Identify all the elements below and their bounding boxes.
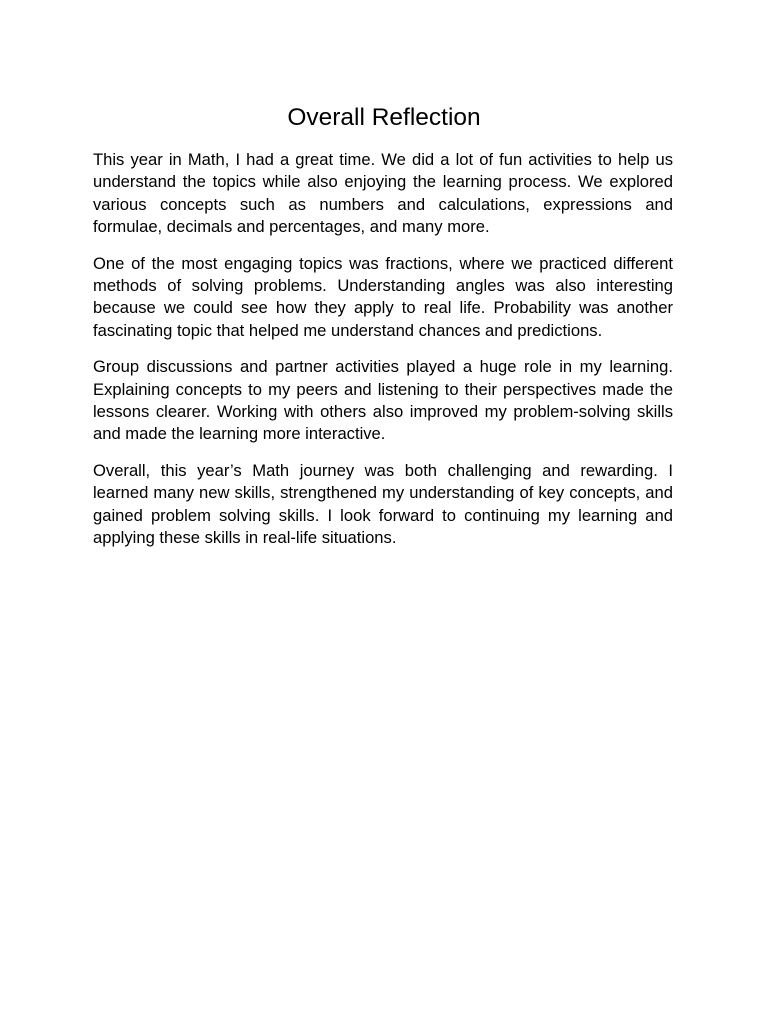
paragraph-conclusion: Overall, this year’s Math journey was both challenging and rewarding. I learned many new skills, strengthened my understanding of key concepts, and gained problem solving skills. I look forward to continuing my learning and applying these skills in real-life situations. <box>93 460 673 548</box>
document-body <box>93 149 673 564</box>
paragraph-topics: One of the most engaging topics was fractions, where we practiced different methods of solving problems. Understanding angles was also interesting because we could see how they apply to real life. Probability was another fascinating topic that helped me understand chances and predictions. <box>93 253 673 340</box>
paragraph-group-work: Group discussions and partner activities played a huge role in my learning. Explaining concepts to my peers and listening to their perspectives made the lessons clearer. Working with others also improved my problem-solving skills and made the learning more interactive. <box>93 357 673 444</box>
page-title: Overall Reflection <box>287 104 481 131</box>
paragraph-intro: This year in Math, I had a great time. We did a lot of fun activities to help us understand the topics while also enjoying the learning process. We explored various concepts such as numbers and calculations, expressions and formulae, decimals and percentages, and many more. <box>93 150 673 237</box>
